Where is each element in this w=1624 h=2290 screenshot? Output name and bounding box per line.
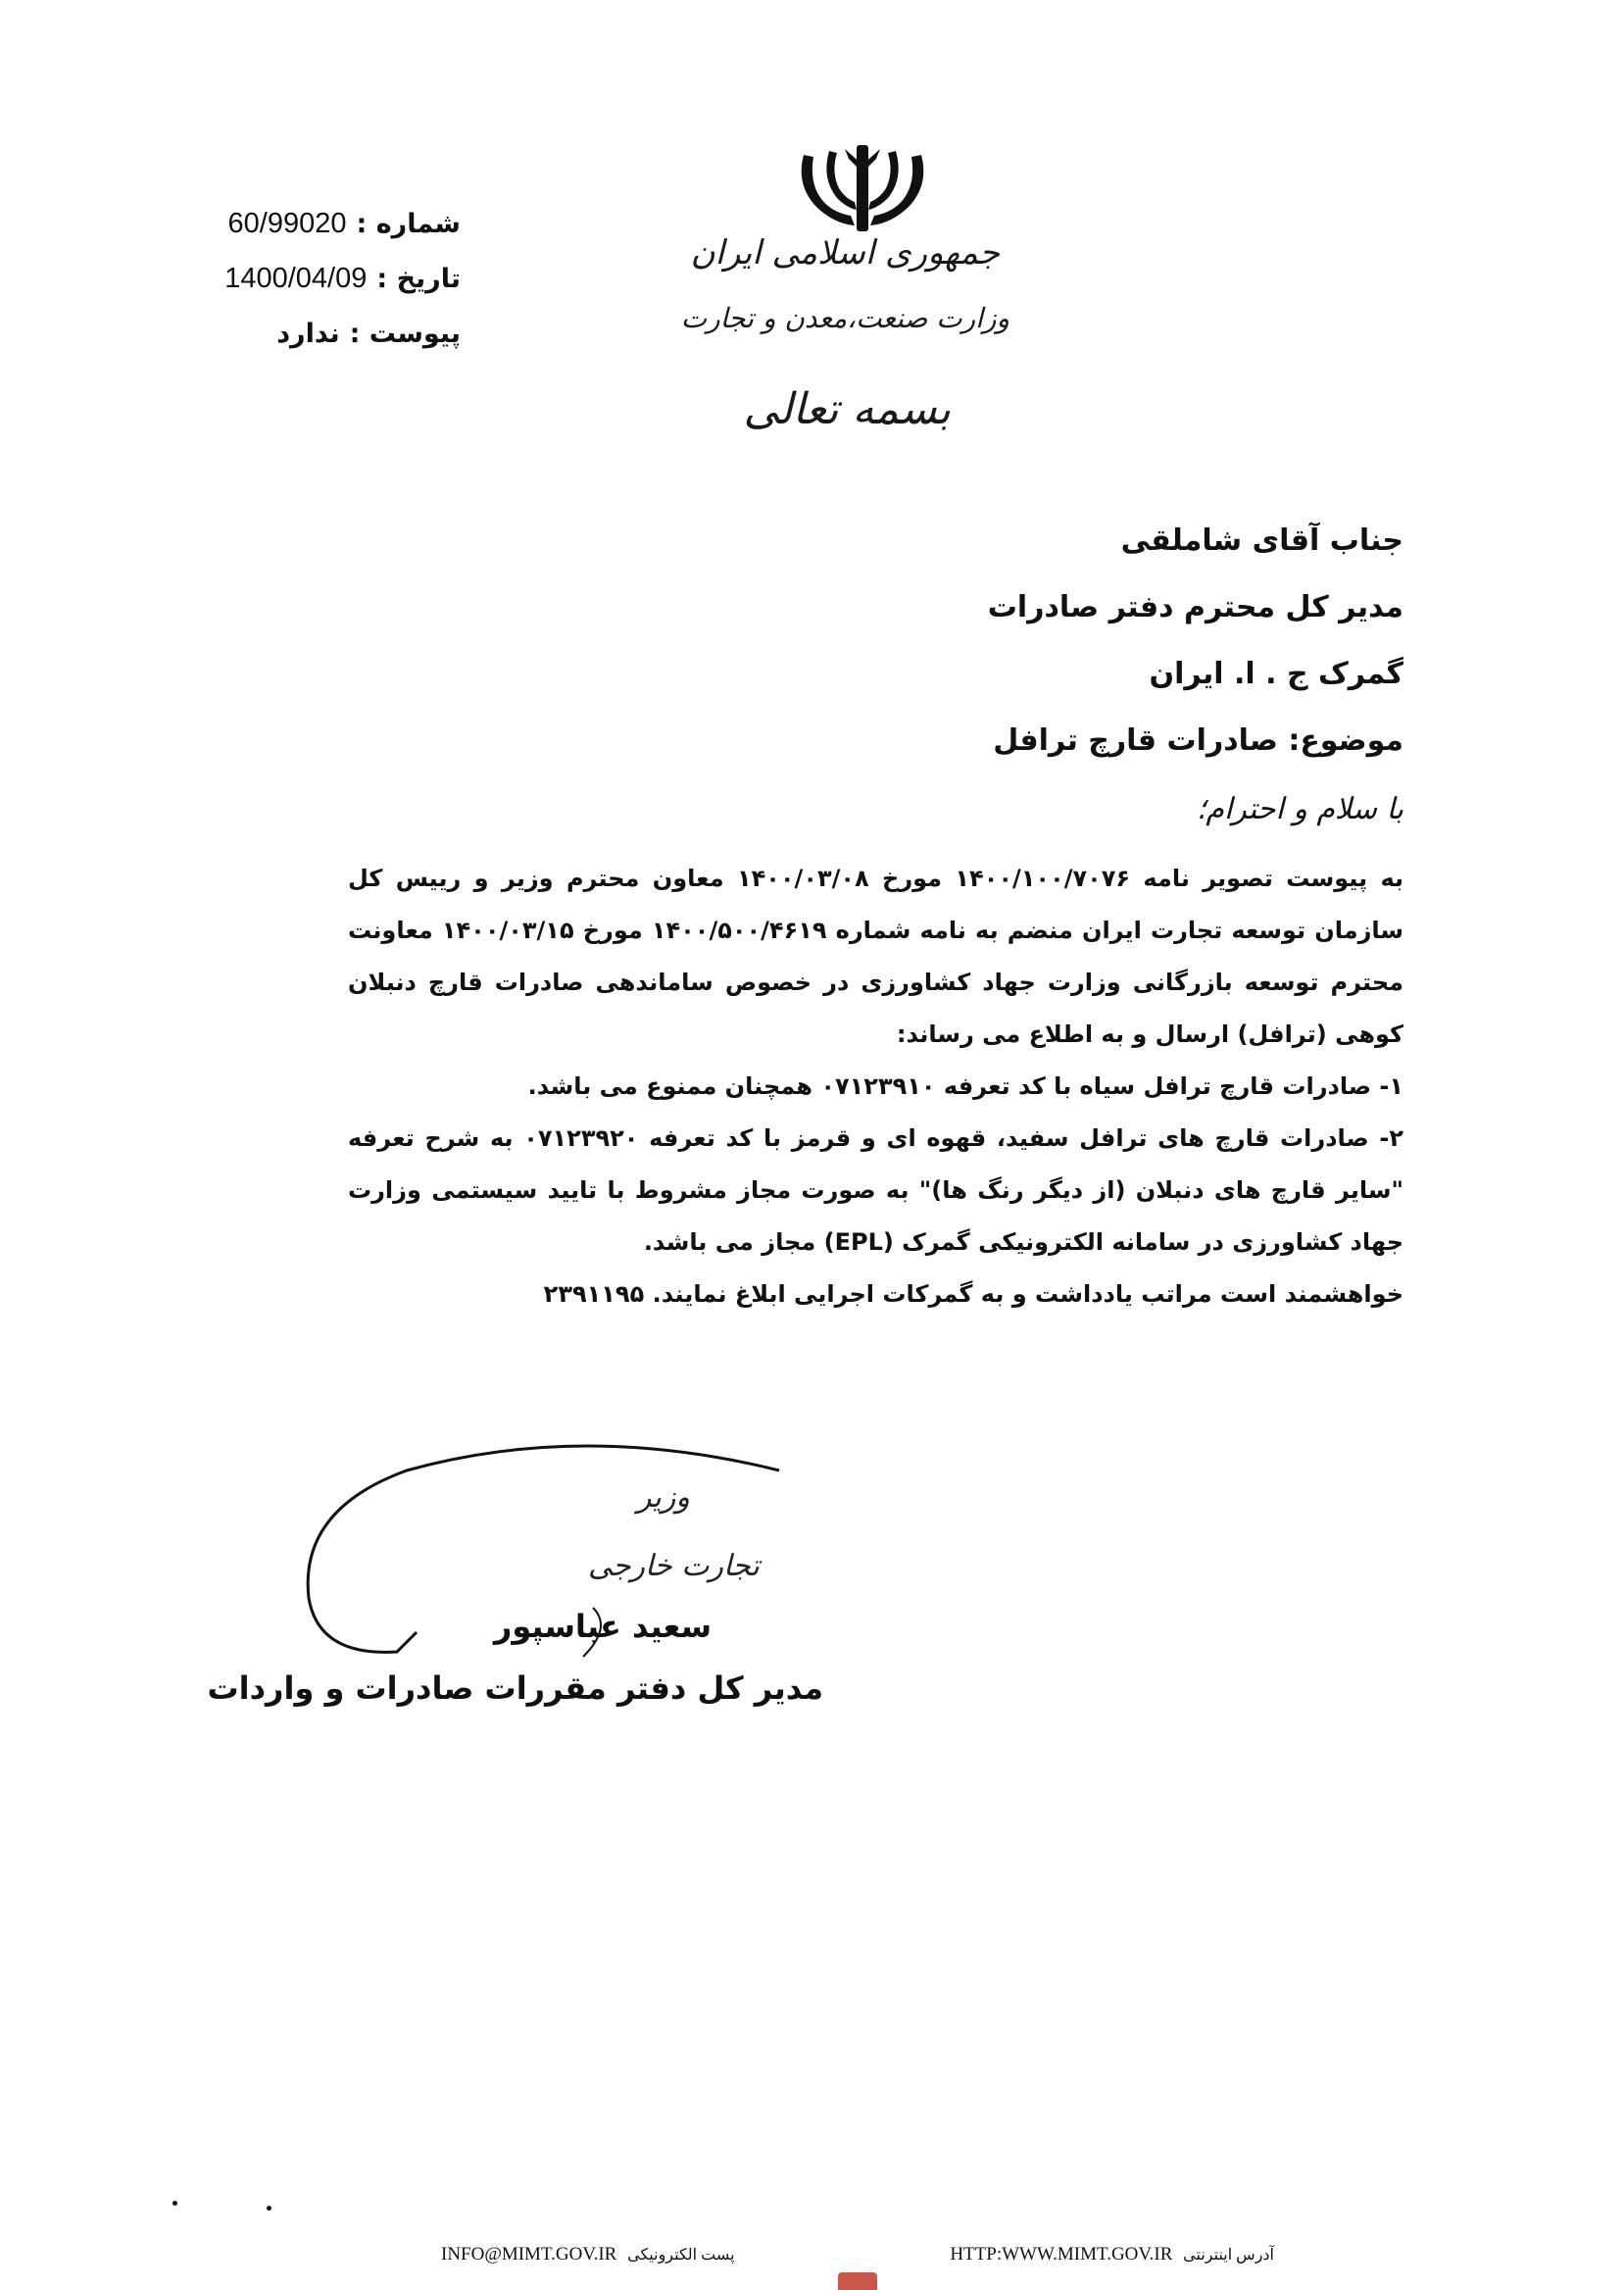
- number-label: شماره :: [356, 208, 461, 239]
- date-label: تاریخ :: [376, 263, 461, 294]
- signature-scribble-2: تجارت خارجی: [588, 1549, 760, 1583]
- footer-email: [441, 2244, 735, 2265]
- footer-email-value: INFO@MIMT.GOV.IR: [441, 2244, 617, 2265]
- scan-dot: [172, 2201, 177, 2206]
- letter-subject: موضوع: صادرات قارچ ترافل: [993, 723, 1403, 758]
- attachment-value: ندارد: [276, 318, 340, 349]
- footer-web-value: HTTP:WWW.MIMT.GOV.IR: [950, 2244, 1173, 2265]
- footer-web-label: آدرس اینترنتی: [1183, 2247, 1274, 2264]
- attachment-label: پیوست :: [349, 318, 461, 349]
- body-item-1: ۱- صادرات قارچ ترافل سیاه با کد تعرفه ۰۷۱۲۳۹۱۰ همچنان ممنوع می باشد.: [527, 1072, 1403, 1100]
- date-row: [157, 251, 461, 306]
- letter-meta: [157, 196, 461, 361]
- addressee-position: مدیر کل محترم دفتر صادرات: [987, 590, 1403, 624]
- number-value: 60/99020: [227, 207, 347, 239]
- attachment-row: [157, 306, 461, 361]
- addressee-block: [815, 508, 1403, 774]
- body-intro: به پیوست تصویر نامه ۱۴۰۰/۱۰۰/۷۰۷۶ مورخ ۱۴۰۰/۰۳/۰۸ معاون محترم وزیر و رییس کل سازمان توسعه تجارت ایران منضم به نامه شماره ۱۴۰۰/۵۰۰/۴۶۱۹ مورخ ۱۴۰۰/۰۳/۱۵ معاونت محترم توسعه بازرگانی وزارت جهاد کشاورزی در خصوص ساماندهی صادرات قارچ دنبلان کوهی (ترافل) ارسال و به اطلاع می رساند:: [348, 865, 1404, 1048]
- footer-email-label: پست الکترونیکی: [627, 2247, 735, 2264]
- date-value: 1400/04/09: [224, 262, 368, 294]
- signer-title: مدیر کل دفتر مقررات صادرات و واردات: [207, 1669, 823, 1707]
- addressee-name: جناب آقای شاملقی: [1120, 523, 1403, 558]
- scan-dot: [267, 2206, 271, 2211]
- ministry-name: وزارت صنعت،معدن و تجارت: [680, 302, 1009, 334]
- body-closing: خواهشمند است مراتب یادداشت و به گمرکات اجرایی ابلاغ نمایند. ۲۳۹۱۱۹۵: [543, 1280, 1403, 1308]
- body-item-2: ۲- صادرات قارچ های ترافل سفید، قهوه ای و قرمز با کد تعرفه ۰۷۱۲۳۹۲۰ به شرح تعرفه "سایر قارچ های دنبلان (از دیگر رنگ ها)" به صورت مجاز مشروط با تایید سیستمی وزارت جهاد کشاورزی در سامانه الکترونیکی گمرک (EPL) مجاز می باشد.: [348, 1124, 1404, 1256]
- greeting: با سلام و احترام؛: [1196, 792, 1403, 826]
- number-row: [157, 196, 461, 251]
- footer: [441, 2240, 1274, 2269]
- footer-web: [950, 2244, 1274, 2265]
- stamp-mark: [838, 2272, 877, 2290]
- signer-name: سعید عباسپور: [493, 1608, 713, 1645]
- addressee-organization: گمرک ج . ا. ایران: [1149, 657, 1403, 691]
- iran-emblem-icon: [794, 145, 931, 238]
- bismihi-heading: بسمه تعالی: [743, 384, 951, 434]
- republic-name: جمهوری اسلامی ایران: [690, 233, 1000, 273]
- letter-body: [348, 853, 1403, 1320]
- signature-scribble-1: وزیر: [637, 1480, 690, 1515]
